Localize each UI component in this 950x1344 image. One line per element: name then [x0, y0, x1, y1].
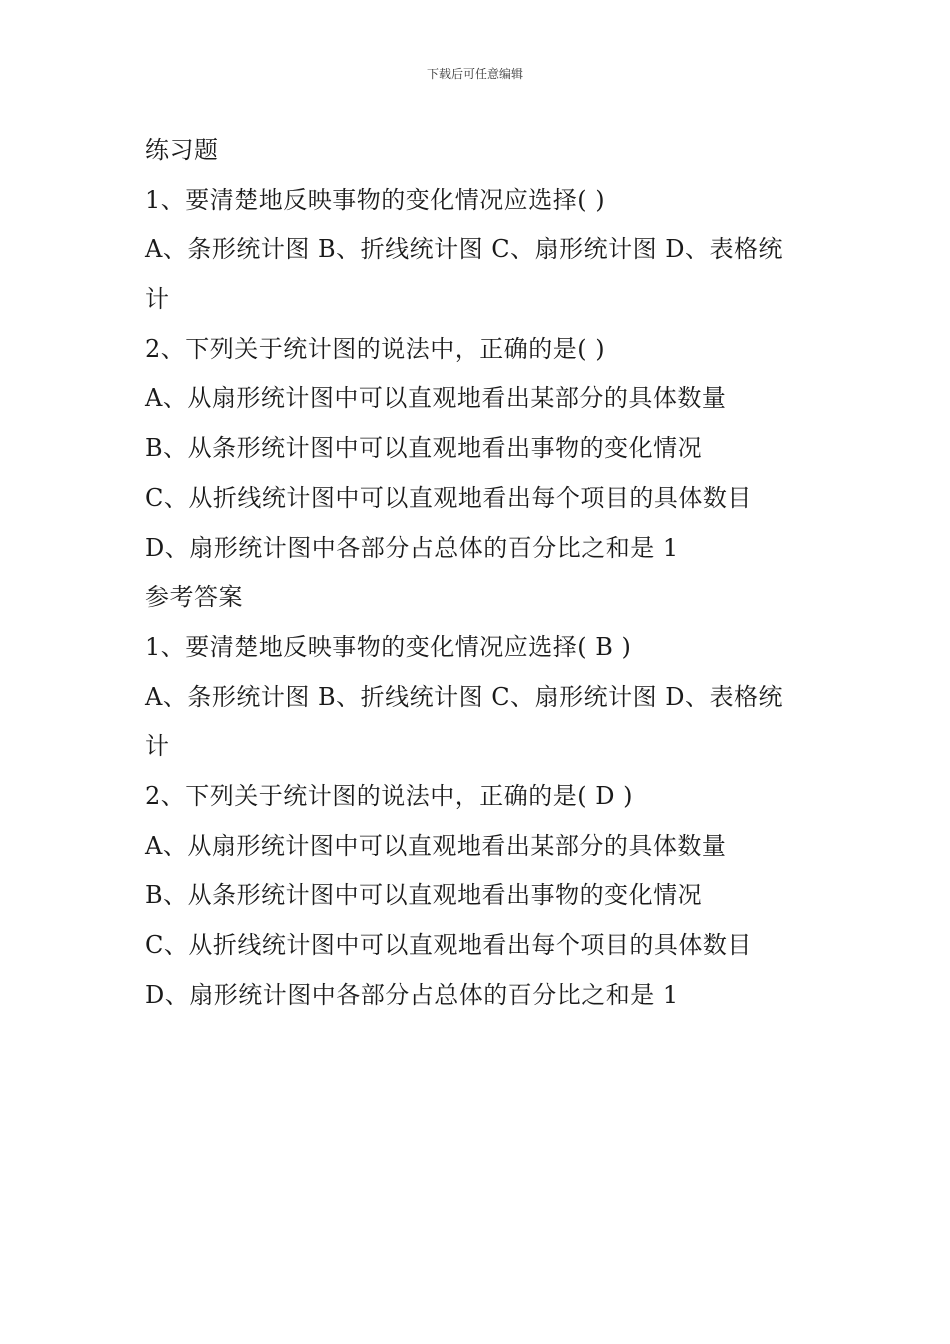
question-2-option-a: A、从扇形统计图中可以直观地看出某部分的具体数量 — [145, 384, 727, 413]
question-2-option-c: C、从折线统计图中可以直观地看出每个项目的具体数目 — [145, 483, 752, 512]
answer-1-options: A、条形统计图 B、折线统计图 C、扇形统计图 D、表格统 — [145, 682, 783, 711]
question-1-options: A、条形统计图 B、折线统计图 C、扇形统计图 D、表格统 — [145, 235, 783, 264]
question-2-option-b: B、从条形统计图中可以直观地看出事物的变化情况 — [145, 434, 703, 463]
question-2: 2、下列关于统计图的说法中，正确的是( ) — [145, 334, 606, 363]
document-body — [145, 126, 805, 1020]
question-2-option-d: D、扇形统计图中各部分占总体的百分比之和是 1 — [145, 533, 679, 562]
answer-2-option-d: D、扇形统计图中各部分占总体的百分比之和是 1 — [145, 980, 679, 1009]
answer-heading: 参考答案 — [145, 583, 243, 612]
answer-2-option-b: B、从条形统计图中可以直观地看出事物的变化情况 — [145, 881, 703, 910]
answer-2-option-a: A、从扇形统计图中可以直观地看出某部分的具体数量 — [145, 831, 727, 860]
question-1-options-continued: 计 — [145, 285, 170, 314]
answer-2: 2、下列关于统计图的说法中，正确的是( D ) — [145, 781, 633, 810]
answer-1-options-continued: 计 — [145, 732, 170, 761]
exercise-heading: 练习题 — [145, 136, 219, 164]
page-header: 下载后可任意编辑 — [426, 67, 523, 81]
answer-1: 1、要清楚地反映事物的变化情况应选择( B ) — [145, 632, 632, 661]
answer-2-option-c: C、从折线统计图中可以直观地看出每个项目的具体数目 — [145, 931, 752, 959]
question-1: 1、要清楚地反映事物的变化情况应选择( ) — [145, 185, 606, 214]
